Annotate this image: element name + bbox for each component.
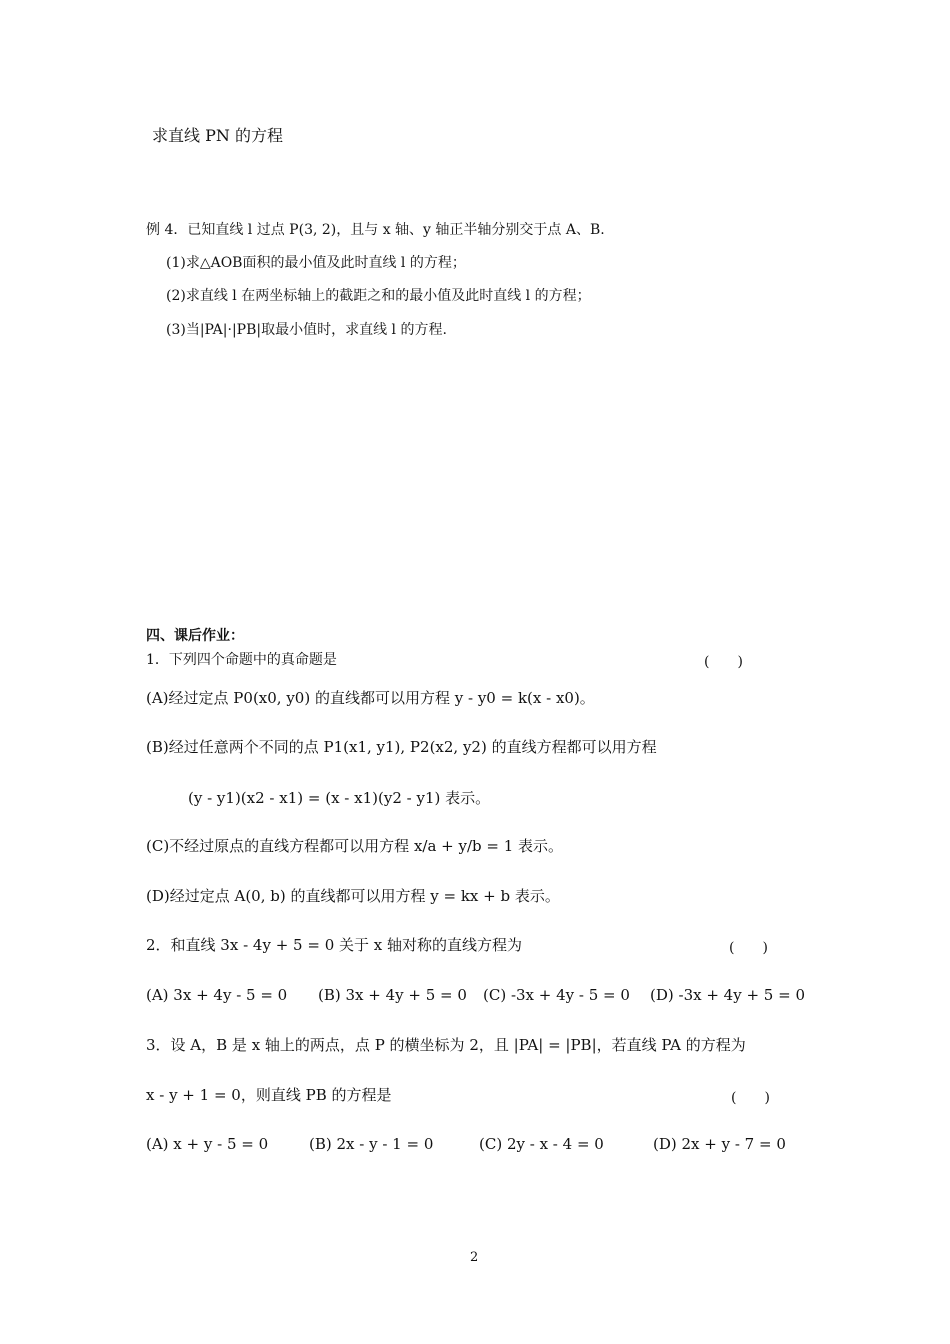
top-text: 求直线 PN 的方程 xyxy=(152,126,283,145)
problem2-option-c: (C) -3x + 4y - 5 = 0 xyxy=(483,986,630,1004)
problem3-option-d: (D) 2x + y - 7 = 0 xyxy=(653,1135,786,1153)
problem2-option-d: (D) -3x + 4y + 5 = 0 xyxy=(650,986,805,1004)
problem1-option-a xyxy=(146,688,595,708)
example4-q1-text: (1)求△AOB面积的最小值及此时直线 l 的方程； xyxy=(166,255,466,271)
problem3-bracket-text: ( ) xyxy=(731,1090,770,1106)
problem2-bracket-text: ( ) xyxy=(729,940,768,956)
section-heading xyxy=(146,626,244,646)
example4-q2-text: (2)求直线 l 在两坐标轴上的截距之和的最小值及此时直线 l 的方程； xyxy=(166,288,591,304)
problem1-option-b-text1: (B)经过任意两个不同的点 P1(x1, y1), P2(x2, y2) 的直线方程都可以用方程 xyxy=(146,738,657,756)
problem2-stem xyxy=(146,935,522,955)
problem1-option-b-text2: (y - y1)(x2 - x1) = (x - x1)(y2 - y1) 表示。 xyxy=(188,789,491,807)
problem1-option-a-text: (A)经过定点 P0(x0, y0) 的直线都可以用方程 y - y0 = k(x - x0)。 xyxy=(146,689,595,707)
problem1-answer-bracket xyxy=(704,651,743,671)
problem1-option-d-text: (D)经过定点 A(0, b) 的直线都可以用方程 y = kx + b 表示。 xyxy=(146,887,560,905)
top-line xyxy=(152,126,283,146)
problem2-option-b: (B) 3x + 4y + 5 = 0 xyxy=(318,986,467,1004)
problem3-stem-text2: x - y + 1 = 0，则直线 PB 的方程是 xyxy=(146,1086,392,1104)
problem1-option-b-line1 xyxy=(146,737,657,757)
problem3-option-c: (C) 2y - x - 4 = 0 xyxy=(479,1135,604,1153)
example4-q3 xyxy=(166,320,447,340)
page-number xyxy=(470,1248,478,1268)
example4-q3-text: (3)当|PA|·|PB|取最小值时，求直线 l 的方程. xyxy=(166,322,447,338)
example4-stem-text: 例 4．已知直线 l 过点 P(3, 2)，且与 x 轴、y 轴正半轴分别交于点 A、B. xyxy=(146,222,605,238)
problem3-stem-line2 xyxy=(146,1085,392,1105)
problem3-stem-line1 xyxy=(146,1035,746,1055)
problem1-option-c-text: (C)不经过原点的直线方程都可以用方程 x/a + y/b = 1 表示。 xyxy=(146,837,564,855)
example4-stem xyxy=(146,220,605,240)
problem1-option-d xyxy=(146,886,560,906)
problem1-stem-text: 1．下列四个命题中的真命题是 xyxy=(146,652,337,668)
problem3-answer-bracket xyxy=(731,1087,770,1107)
page-number-text: 2 xyxy=(470,1250,479,1265)
problem1-stem xyxy=(146,650,337,670)
problem1-option-b-line2 xyxy=(188,788,490,808)
example4-q1 xyxy=(166,253,466,273)
problem2-stem-text: 2．和直线 3x - 4y + 5 = 0 关于 x 轴对称的直线方程为 xyxy=(146,936,522,954)
problem1-option-c xyxy=(146,836,563,856)
problem2-option-a: (A) 3x + 4y - 5 = 0 xyxy=(146,986,288,1004)
example4-q2 xyxy=(166,286,591,306)
problem3-option-b: (B) 2x - y - 1 = 0 xyxy=(309,1135,434,1153)
problem2-answer-bracket xyxy=(729,937,768,957)
section-heading-text: 四、课后作业： xyxy=(146,628,244,644)
problem1-bracket-text: ( ) xyxy=(704,654,743,670)
problem3-option-a: (A) x + y - 5 = 0 xyxy=(146,1135,269,1153)
problem3-stem-text1: 3．设 A，B 是 x 轴上的两点，点 P 的横坐标为 2，且 |PA| = |PB|，若直线 PA 的方程为 xyxy=(146,1036,746,1054)
